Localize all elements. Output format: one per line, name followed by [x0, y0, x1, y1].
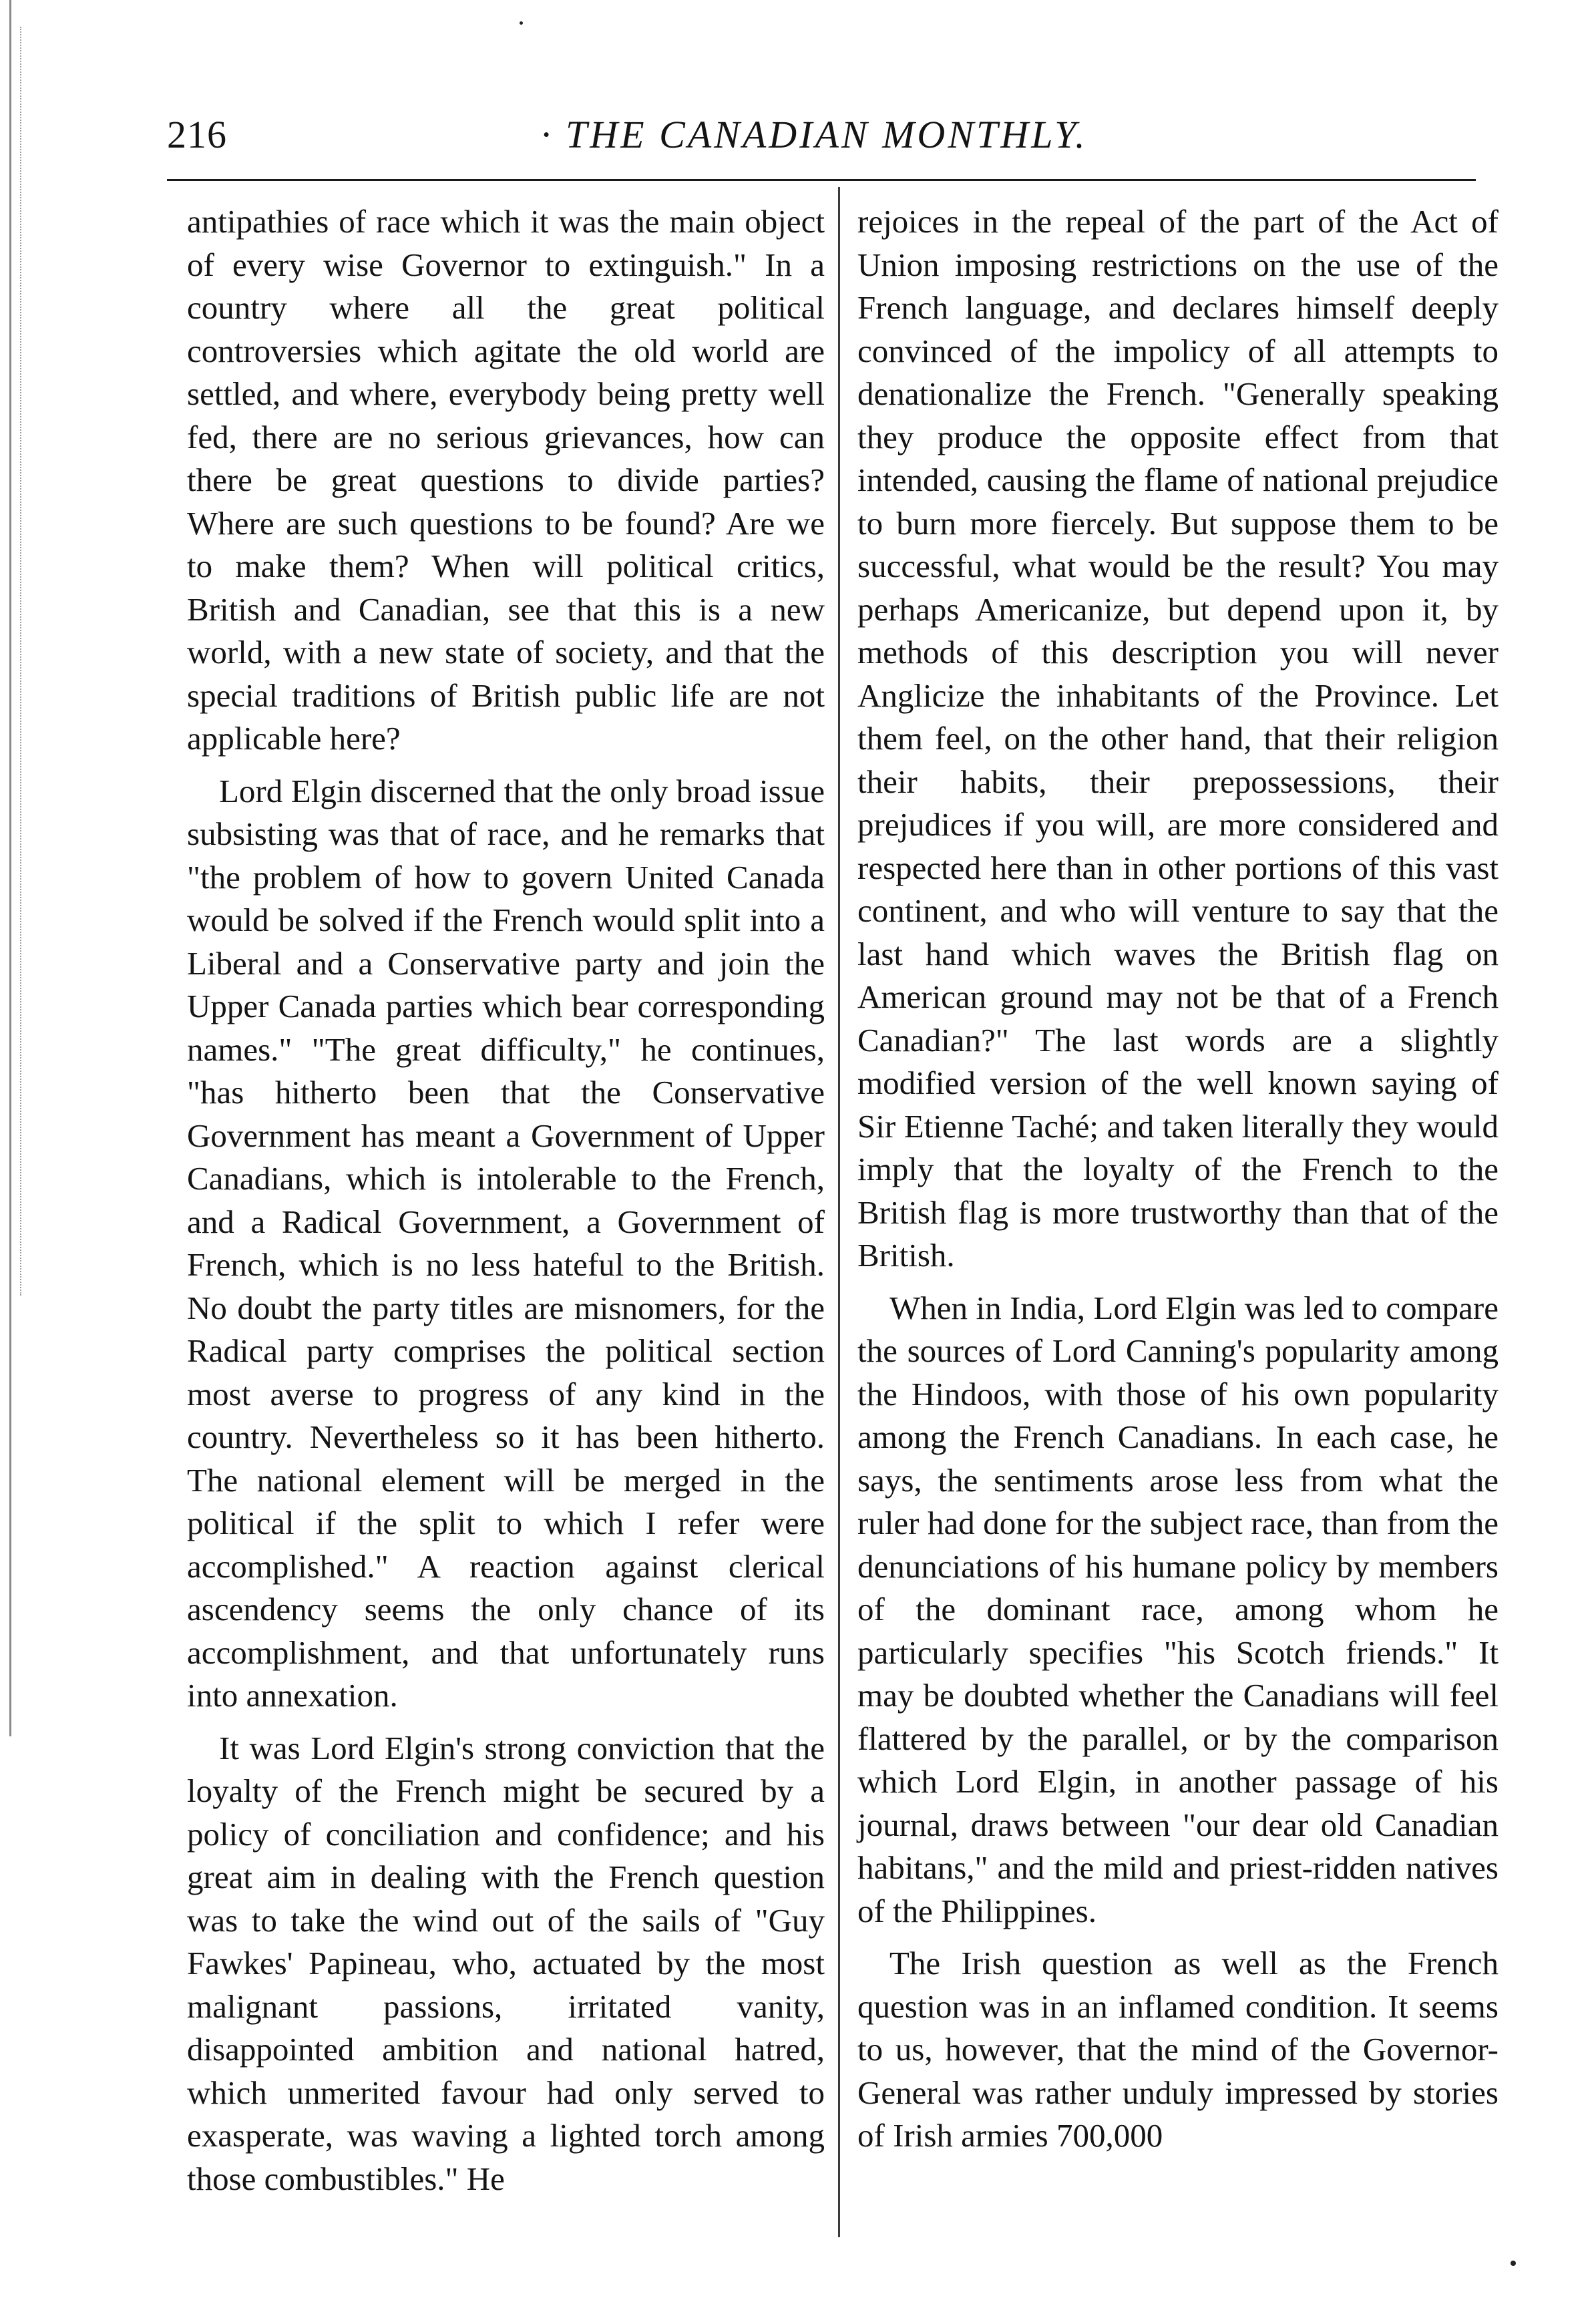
paragraph: The Irish question as well as the French question was in an inflamed condition. It seems to us, however, that the mind of the Governor-General was rather unduly impressed by stories of Irish armies 700,000: [857, 1945, 1499, 2154]
scan-edge-mark: [20, 27, 25, 1296]
paragraph: rejoices in the repeal of the part of the Act of Union imposing restrictions on the use of the French language, and declares himself deeply convinced of the impolicy of all attempts to denationalize the French. "Generally speaking they produce the opposite effect from that intended, causing the flame of national prejudice to burn more fiercely. But suppose them to be successful, what would be the result? You may perhaps Americanize, but depend upon it, by methods of this description you will never Anglicize the inhabitants of the Province. Let them feel, on the other hand, that their religion their habits, their prepossessions, their prejudices if you will, are more considered and respected here than in other portions of this vast continent, and who will venture to say that the last hand which waves the British flag on American ground may not be that of a French Canadian?" The last words are a slightly modified version of the well known saying of Sir Etienne Taché; and taken literally they would imply that the loyalty of the French to the British flag is more trustworthy than that of the British.: [857, 203, 1499, 1274]
header-rule: [167, 179, 1476, 181]
left-column: [187, 200, 825, 2200]
right-column: [857, 200, 1499, 2158]
scan-speck: [1511, 2261, 1516, 2266]
scan-speck: [520, 21, 523, 25]
paragraph: When in India, Lord Elgin was led to compare the sources of Lord Canning's popularity among the Hindoos, with those of his own popularity among the French Canadians. In each case, he says, the sentiments arose less from what the ruler had done for the subject race, than from the denunciations of his humane policy by members of the dominant race, among whom he particularly specifies "his Scotch friends." It may be doubted whether the Canadians will feel flattered by the parallel, or by the comparison which Lord Elgin, in another passage of his journal, draws between "our dear old Canadian habitans," and the mild and priest-ridden natives of the Philippines.: [857, 1289, 1499, 1929]
scan-edge-mark: [9, 0, 15, 1736]
paragraph: antipathies of race which it was the main object of every wise Governor to extinguish." In a country where all the great political controversies which agitate the old world are settled, and where, everybody being pretty well fed, there are no serious grievances, how can there be great questions to divide parties? Where are such questions to be found? Are we to make them? When will political critics, British and Canadian, see that this is a new world, with a new state of society, and that the special traditions of British public life are not applicable here?: [187, 203, 825, 757]
paragraph: Lord Elgin discerned that the only broad issue subsisting was that of race, and he remarks that "the problem of how to govern United Canada would be solved if the French would split into a Liberal and a Conservative party and join the Upper Canada parties which bear corresponding names." "The great difficulty," he continues, "has hitherto been that the Conservative Government has meant a Government of Upper Canadians, which is intolerable to the French, and a Radical Government, a Government of French, which is no less hateful to the British. No doubt the party titles are misnomers, for the Radical party comprises the political section most averse to progress of any kind in the country. Nevertheless so it has been hitherto. The national element will be merged in the political if the split to which I refer were accomplished." A reaction against clerical ascendency seems the only chance of its accomplishment, and that unfortunately runs into annexation.: [187, 772, 825, 1714]
page-header: [167, 112, 1476, 166]
running-title: · THE CANADIAN MONTHLY.: [541, 113, 1088, 156]
paragraph: It was Lord Elgin's strong conviction that the loyalty of the French might be secured by a policy of conciliation and confidence; and his great aim in dealing with the French question was to take the wind out of the sails of "Guy Fawkes' Papineau, who, actuated by the most malignant passions, irritated vanity, disappointed ambition and national hatred, which unmerited favour had only served to exasperate, was waving a lighted torch among those combustibles." He: [187, 1729, 825, 2197]
page-number: 216: [167, 113, 227, 156]
column-divider: [838, 187, 840, 2237]
